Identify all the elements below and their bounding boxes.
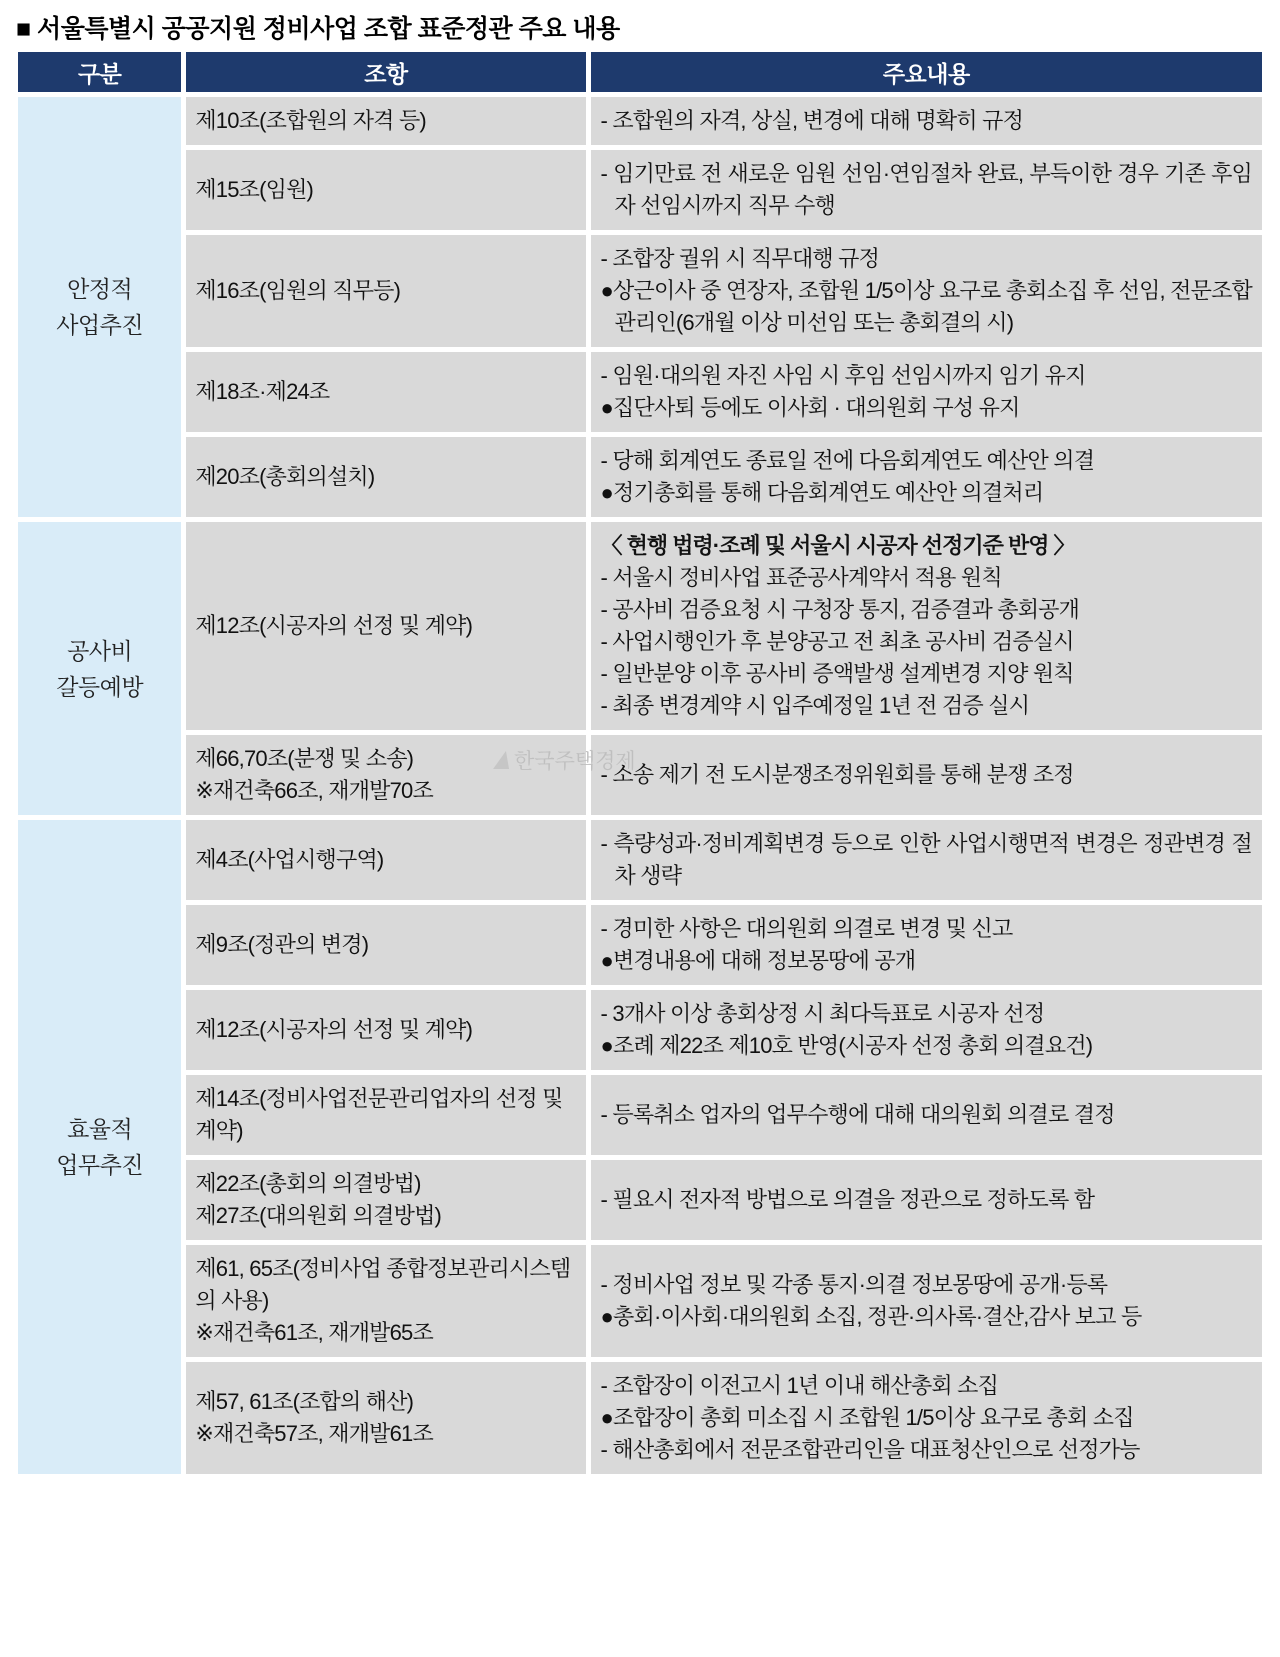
- content-point: - 조합장 궐위 시 직무대행 규정: [600, 246, 880, 271]
- content-cell: [591, 1245, 1262, 1357]
- content-point: - 서울시 정비사업 표준공사계약서 적용 원칙: [600, 565, 1002, 590]
- content-point: - 일반분양 이후 공사비 증액발생 설계변경 지양 원칙: [600, 661, 1074, 686]
- content-cell: [591, 1362, 1262, 1474]
- table-body: [18, 97, 1262, 1474]
- table-row: [18, 1245, 1262, 1357]
- content-point: - 조합원의 자격, 상실, 변경에 대해 명확히 규정: [600, 108, 1024, 133]
- table-row: [18, 437, 1262, 517]
- article-cell: 제10조(조합원의 자격 등): [186, 97, 585, 145]
- table-row: [18, 352, 1262, 432]
- table-row: [18, 1362, 1262, 1474]
- table-row: [18, 97, 1262, 145]
- article-cell: 제20조(총회의설치): [186, 437, 585, 517]
- content-point: ●정기총회를 통해 다음회계연도 예산안 의결처리: [600, 480, 1044, 505]
- column-header-category: 구분: [18, 52, 181, 92]
- content-cell: [591, 522, 1262, 730]
- article-cell: 제4조(사업시행구역): [186, 820, 585, 900]
- column-header-article: 조항: [186, 52, 585, 92]
- table-row: [18, 1075, 1262, 1155]
- content-cell: [591, 150, 1262, 230]
- content-cell: [591, 820, 1262, 900]
- content-cell: [591, 97, 1262, 145]
- group-label-1: 공사비 갈등예방: [18, 522, 181, 815]
- content-point: - 당해 회계연도 종료일 전에 다음회계연도 예산안 의결: [600, 448, 1095, 473]
- article-cell: 제12조(시공자의 선정 및 계약): [186, 522, 585, 730]
- page: [0, 9, 1280, 1657]
- article-cell: 제61, 65조(정비사업 종합정보관리시스템의 사용) ※재건축61조, 재개발65조: [186, 1245, 585, 1357]
- content-point: - 조합장이 이전고시 1년 이내 해산총회 소집: [600, 1373, 999, 1398]
- content-cell: [591, 990, 1262, 1070]
- table-row: [18, 522, 1262, 730]
- content-cell: [591, 235, 1262, 347]
- table-row: [18, 235, 1262, 347]
- content-point: - 임원·대의원 자진 사임 시 후임 선임시까지 임기 유지: [600, 363, 1086, 388]
- article-cell: 제22조(총회의 의결방법) 제27조(대의원회 의결방법): [186, 1160, 585, 1240]
- content-point: - 정비사업 정보 및 각종 통지·의결 정보몽땅에 공개·등록: [600, 1272, 1108, 1297]
- article-cell: 제12조(시공자의 선정 및 계약): [186, 990, 585, 1070]
- column-header-content: 주요내용: [591, 52, 1262, 92]
- content-cell: [591, 352, 1262, 432]
- content-heading: 〈 현행 법령·조례 및 서울시 시공자 선정기준 반영 〉: [600, 533, 1075, 558]
- article-cell: 제66,70조(분쟁 및 소송) ※재건축66조, 재개발70조: [186, 735, 585, 815]
- content-point: ●집단사퇴 등에도 이사회 · 대의원회 구성 유지: [600, 395, 1020, 420]
- page-title: ■ 서울특별시 공공지원 정비사업 조합 표준정관 주요 내용: [16, 15, 620, 43]
- content-cell: [591, 437, 1262, 517]
- content-point: ●조합장이 총회 미소집 시 조합원 1/5이상 요구로 총회 소집: [600, 1405, 1134, 1430]
- content-point: ●상근이사 중 연장자, 조합원 1/5이상 요구로 총회소집 후 선임, 전문조합관리인(6개월 이상 미선임 또는 총회결의 시): [600, 278, 1252, 335]
- content-cell: [591, 1160, 1262, 1240]
- content-point: - 소송 제기 전 도시분쟁조정위원회를 통해 분쟁 조정: [600, 762, 1074, 787]
- content-point: ●변경내용에 대해 정보몽땅에 공개: [600, 948, 916, 973]
- content-point: - 해산총회에서 전문조합관리인을 대표청산인으로 선정가능: [600, 1437, 1140, 1462]
- standard-articles-table: [13, 47, 1267, 1479]
- watermark-text: 한국주택경제: [514, 750, 636, 773]
- content-point: - 필요시 전자적 방법으로 의결을 정관으로 정하도록 함: [600, 1187, 1095, 1212]
- article-cell: 제57, 61조(조합의 해산) ※재건축57조, 재개발61조: [186, 1362, 585, 1474]
- group-label-0: 안정적 사업추진: [18, 97, 181, 517]
- table-row: [18, 820, 1262, 900]
- content-cell: [591, 1075, 1262, 1155]
- content-point: - 등록취소 업자의 업무수행에 대해 대의원회 의결로 결정: [600, 1102, 1115, 1127]
- article-cell: 제15조(임원): [186, 150, 585, 230]
- article-cell: 제18조·제24조: [186, 352, 585, 432]
- content-point: - 임기만료 전 새로운 임원 선임·연임절차 완료, 부득이한 경우 기존 후임자 선임시까지 직무 수행: [600, 161, 1252, 218]
- content-point: ●조례 제22조 제10호 반영(시공자 선정 총회 의결요건): [600, 1033, 1093, 1058]
- article-cell: 제16조(임원의 직무등): [186, 235, 585, 347]
- content-point: - 측량성과·정비계획변경 등으로 인한 사업시행면적 변경은 정관변경 절차 생략: [600, 831, 1252, 888]
- article-cell: 제14조(정비사업전문관리업자의 선정 및 계약): [186, 1075, 585, 1155]
- header-row: [18, 52, 1262, 92]
- table-row: [18, 905, 1262, 985]
- content-cell: [591, 905, 1262, 985]
- content-point: ●총회·이사회·대의원회 소집, 정관·의사록·결산,감사 보고 등: [600, 1304, 1142, 1329]
- content-point: - 경미한 사항은 대의원회 의결로 변경 및 신고: [600, 916, 1013, 941]
- group-label-2: 효율적 업무추진: [18, 820, 181, 1474]
- content-cell: [591, 735, 1262, 815]
- content-point: - 최종 변경계약 시 입주예정일 1년 전 검증 실시: [600, 693, 1030, 718]
- article-cell: 제9조(정관의 변경): [186, 905, 585, 985]
- content-point: - 공사비 검증요청 시 구청장 통지, 검증결과 총회공개: [600, 597, 1080, 622]
- table-row: [18, 150, 1262, 230]
- table-row: [18, 1160, 1262, 1240]
- table-row: [18, 735, 1262, 815]
- content-point: - 사업시행인가 후 분양공고 전 최초 공사비 검증실시: [600, 629, 1074, 654]
- content-point: - 3개사 이상 총회상정 시 최다득표로 시공자 선정: [600, 1001, 1045, 1026]
- table-row: [18, 990, 1262, 1070]
